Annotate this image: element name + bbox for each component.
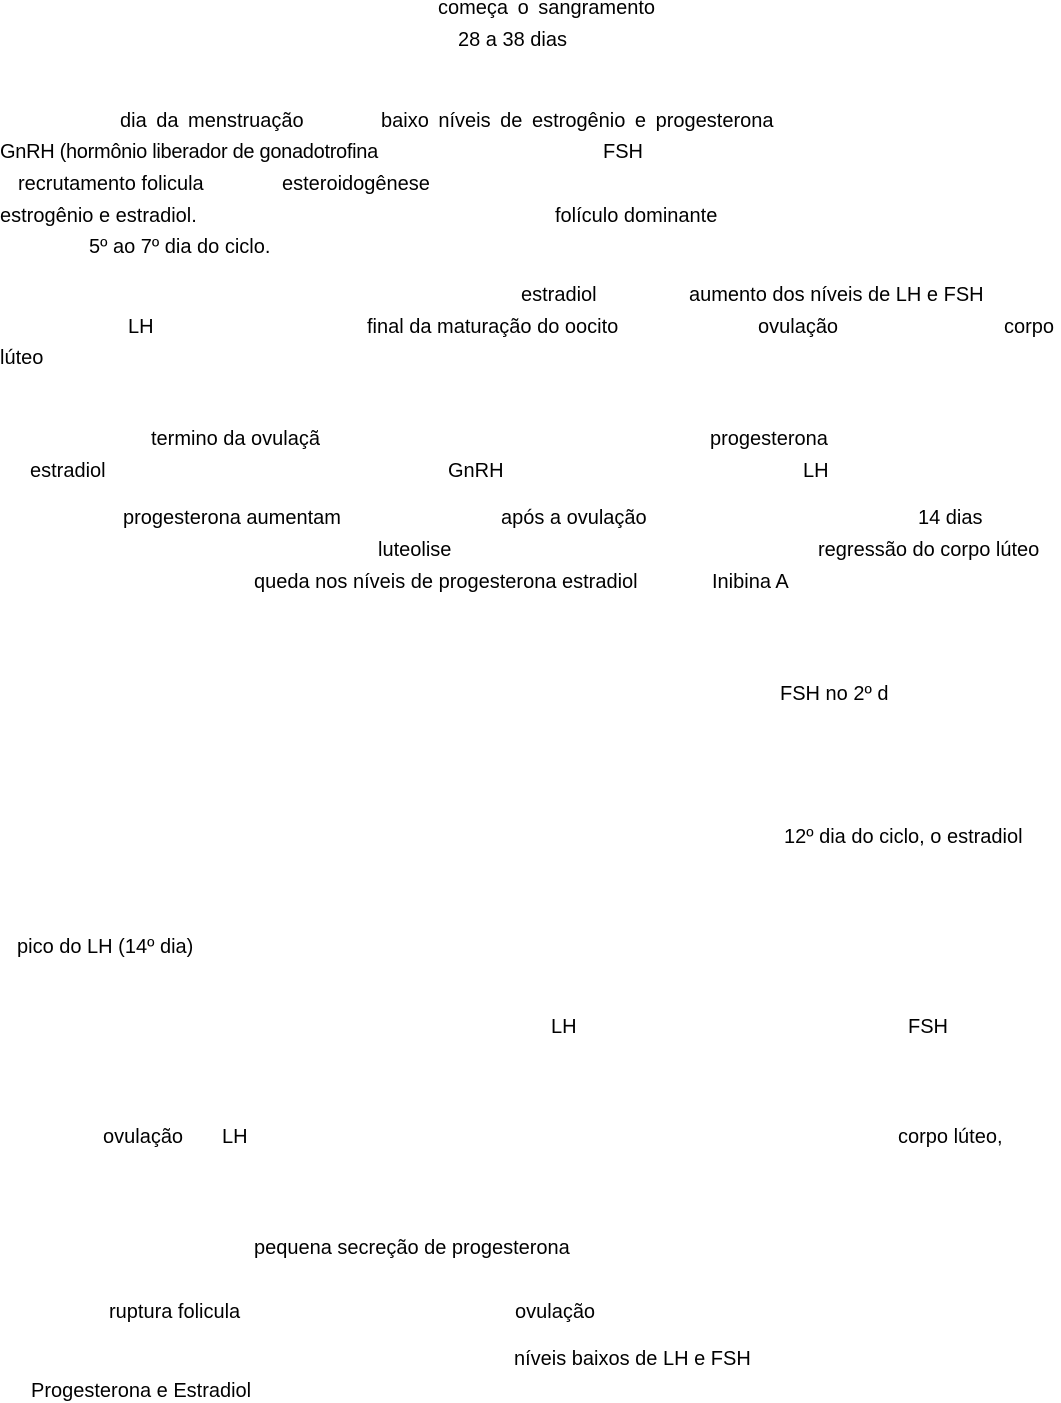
text-fragment: progesterona aumentam xyxy=(123,507,341,529)
text-fragment: estrogênio e estradiol. xyxy=(0,205,197,227)
text-fragment: ovulação xyxy=(515,1301,596,1323)
text-fragment: LH xyxy=(128,316,154,338)
text-fragment: dia da menstruação xyxy=(120,110,304,132)
text-fragment: GnRH (hormônio liberador de gonadotrofina xyxy=(0,141,378,163)
text-fragment: pico do LH (14º dia) xyxy=(17,936,194,958)
text-fragment: 14 dias xyxy=(918,507,983,529)
text-fragment: LH xyxy=(803,460,829,482)
text-fragment: termino da ovulaçã xyxy=(151,428,320,450)
text-fragment: GnRH xyxy=(448,460,504,482)
text-fragment: estradiol xyxy=(30,460,106,482)
text-fragment: queda nos níveis de progesterona estradiol xyxy=(254,571,638,593)
text-fragment: começa o sangramento xyxy=(438,0,656,19)
text-fragment: FSH no 2º d xyxy=(780,683,889,705)
text-fragment: FSH xyxy=(908,1016,948,1038)
text-fragment: regressão do corpo lúteo xyxy=(818,539,1040,561)
text-fragment: 28 a 38 dias xyxy=(458,29,567,51)
text-fragment: ovulação xyxy=(103,1126,184,1148)
text-fragment: Progesterona e Estradiol xyxy=(31,1380,252,1402)
text-fragment: FSH xyxy=(603,141,643,163)
text-fragment: luteolise xyxy=(378,539,452,561)
text-fragment: 5º ao 7º dia do ciclo. xyxy=(89,236,271,258)
text-fragment: LH xyxy=(222,1126,248,1148)
text-fragment: lúteo xyxy=(0,347,44,369)
text-fragment: final da maturação do oocito xyxy=(367,316,619,338)
text-fragment: recrutamento folicula xyxy=(18,173,204,195)
text-fragment: baixo níveis de estrogênio e progesterona xyxy=(381,110,774,132)
text-fragment: corpo lúteo, xyxy=(898,1126,1003,1148)
text-fragment: corpo xyxy=(1004,316,1055,338)
text-fragment: após a ovulação xyxy=(501,507,647,529)
text-fragment: pequena secreção de progesterona xyxy=(254,1237,570,1259)
text-fragment: aumento dos níveis de LH e FSH xyxy=(689,284,984,306)
text-fragment: LH xyxy=(551,1016,577,1038)
text-fragment: estradiol xyxy=(521,284,597,306)
text-fragment: folículo dominante xyxy=(555,205,718,227)
text-fragment: níveis baixos de LH e FSH xyxy=(514,1348,751,1370)
text-fragment: progesterona xyxy=(710,428,828,450)
text-fragment: 12º dia do ciclo, o estradiol xyxy=(784,826,1023,848)
text-fragment: ruptura folicula xyxy=(109,1301,241,1323)
text-fragment: ovulação xyxy=(758,316,839,338)
text-fragment: esteroidogênese xyxy=(282,173,430,195)
text-fragment: Inibina A xyxy=(712,571,789,593)
